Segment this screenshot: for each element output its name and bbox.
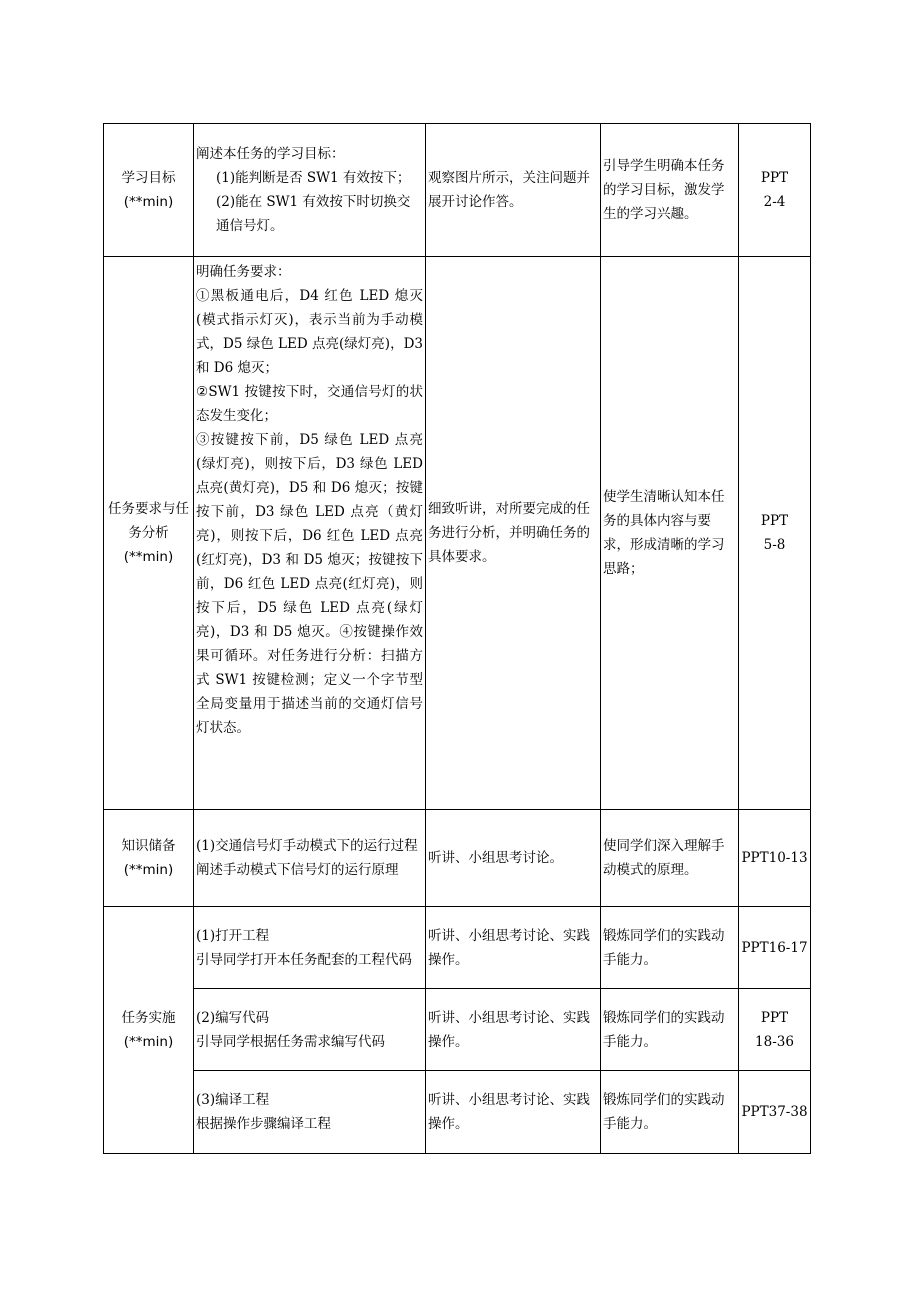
student-activity-cell: 听讲、小组思考讨论、实践操作。 <box>426 1071 601 1154</box>
content-line: ②SW1 按键按下时，交通信号灯的状态发生变化； <box>196 384 423 424</box>
resource-cell <box>739 257 811 810</box>
content-line: (3)编译工程 <box>196 1092 270 1108</box>
stage-label: 任务实施 <box>121 1010 176 1026</box>
stage-cell <box>104 124 194 257</box>
design-intent-cell: 锻炼同学们的实践动手能力。 <box>601 989 739 1071</box>
resource-line: 2-4 <box>763 194 786 210</box>
resource-line: PPT10-13 <box>741 850 808 866</box>
student-activity-cell: 听讲、小组思考讨论。 <box>426 810 601 907</box>
resource-line: 18-36 <box>755 1033 794 1050</box>
stage-label: 学习目标 <box>121 170 176 186</box>
stage-time: (**min) <box>123 1034 174 1050</box>
stage-cell <box>104 257 194 810</box>
table-row <box>104 124 811 257</box>
student-activity-cell: 细致听讲，对所要完成的任务进行分析，并明确任务的具体要求。 <box>426 257 601 810</box>
resource-line: 5-8 <box>763 537 786 553</box>
stage-time: (**min) <box>123 862 174 878</box>
content-cell <box>194 810 426 907</box>
content-line: 阐述本任务的学习目标： <box>196 146 345 162</box>
content-line: ①黑板通电后，D4 红色 LED 熄灭(模式指示灯灭)，表示当前为手动模式，D5 绿色 LED 点亮(绿灯亮)，D3 和 D6 熄灭； <box>196 288 423 376</box>
stage-cell <box>104 907 194 1154</box>
design-intent-cell: 引导学生明确本任务的学习目标，激发学生的学习兴趣。 <box>601 124 739 257</box>
content-cell <box>194 989 426 1071</box>
table-row <box>104 1071 811 1154</box>
table-row <box>104 989 811 1071</box>
content-line: 阐述手动模式下信号灯的运行原理 <box>196 862 399 878</box>
resource-cell <box>739 124 811 257</box>
student-activity-cell: 听讲、小组思考讨论、实践操作。 <box>426 907 601 989</box>
content-line: (1)能判断是否 SW1 有效按下； <box>216 170 411 186</box>
content-cell <box>194 124 426 257</box>
stage-label: 知识储备 <box>121 838 176 854</box>
content-line: 根据操作步骤编译工程 <box>196 1116 331 1132</box>
table-row <box>104 810 811 907</box>
content-line: (1)打开工程 <box>196 927 270 944</box>
table-row <box>104 907 811 989</box>
content-line: 明确任务要求： <box>196 264 291 280</box>
resource-cell <box>739 1071 811 1154</box>
content-line: (1)交通信号灯手动模式下的运行过程 <box>196 838 418 854</box>
design-intent-cell: 使学生清晰认知本任务的具体内容与要求，形成清晰的学习思路； <box>601 257 739 810</box>
resource-cell <box>739 810 811 907</box>
content-line: 引导同学根据任务需求编写代码 <box>196 1033 385 1050</box>
content-line: ③按键按下前，D5 绿色 LED 点亮(绿灯亮)，则按下后，D3 绿色 LED 点亮(黄灯亮)，D5 和 D6 熄灭；按键按下前，D3 绿色 LED 点亮（黄灯亮)，则按下后，D6 红色 LED 点亮(红灯亮)，D3 和 D5 熄灭；按键按下前，D6 红色 LED 点亮(红灯亮)，则按下后，D5 绿色 LED 点亮(绿灯亮)，D3 和 D5 熄灭。④按键操作效果可循环。对任务进行分析：扫描方式 SW1 按键检测；定义一个字节型全局变量用于描述当前的交通灯信号灯状态。 <box>196 432 423 736</box>
stage-time: (**min) <box>123 549 174 565</box>
design-intent-cell: 锻炼同学们的实践动手能力。 <box>601 1071 739 1154</box>
resource-cell <box>739 989 811 1071</box>
design-intent-cell: 使同学们深入理解手动模式的原理。 <box>601 810 739 907</box>
student-activity-cell: 观察图片所示，关注问题并展开讨论作答。 <box>426 124 601 257</box>
student-activity-cell: 听讲、小组思考讨论、实践操作。 <box>426 989 601 1071</box>
resource-cell <box>739 907 811 989</box>
resource-line: PPT <box>760 170 789 186</box>
resource-line: PPT16-17 <box>741 939 808 956</box>
content-line: (2)编写代码 <box>196 1009 270 1026</box>
lesson-plan-table <box>103 123 811 1154</box>
resource-line: PPT37-38 <box>741 1104 808 1120</box>
stage-label: 任务要求与任务分析 <box>108 501 189 541</box>
content-line: 引导同学打开本任务配套的工程代码 <box>196 951 412 968</box>
resource-line: PPT <box>760 1009 789 1026</box>
stage-time: (**min) <box>123 194 174 210</box>
content-cell <box>194 257 426 810</box>
design-intent-cell: 锻炼同学们的实践动手能力。 <box>601 907 739 989</box>
resource-line: PPT <box>760 513 789 529</box>
content-cell <box>194 1071 426 1154</box>
content-line: (2)能在 SW1 有效按下时切换交通信号灯。 <box>216 194 411 234</box>
table-row <box>104 257 811 810</box>
stage-cell <box>104 810 194 907</box>
content-cell <box>194 907 426 989</box>
